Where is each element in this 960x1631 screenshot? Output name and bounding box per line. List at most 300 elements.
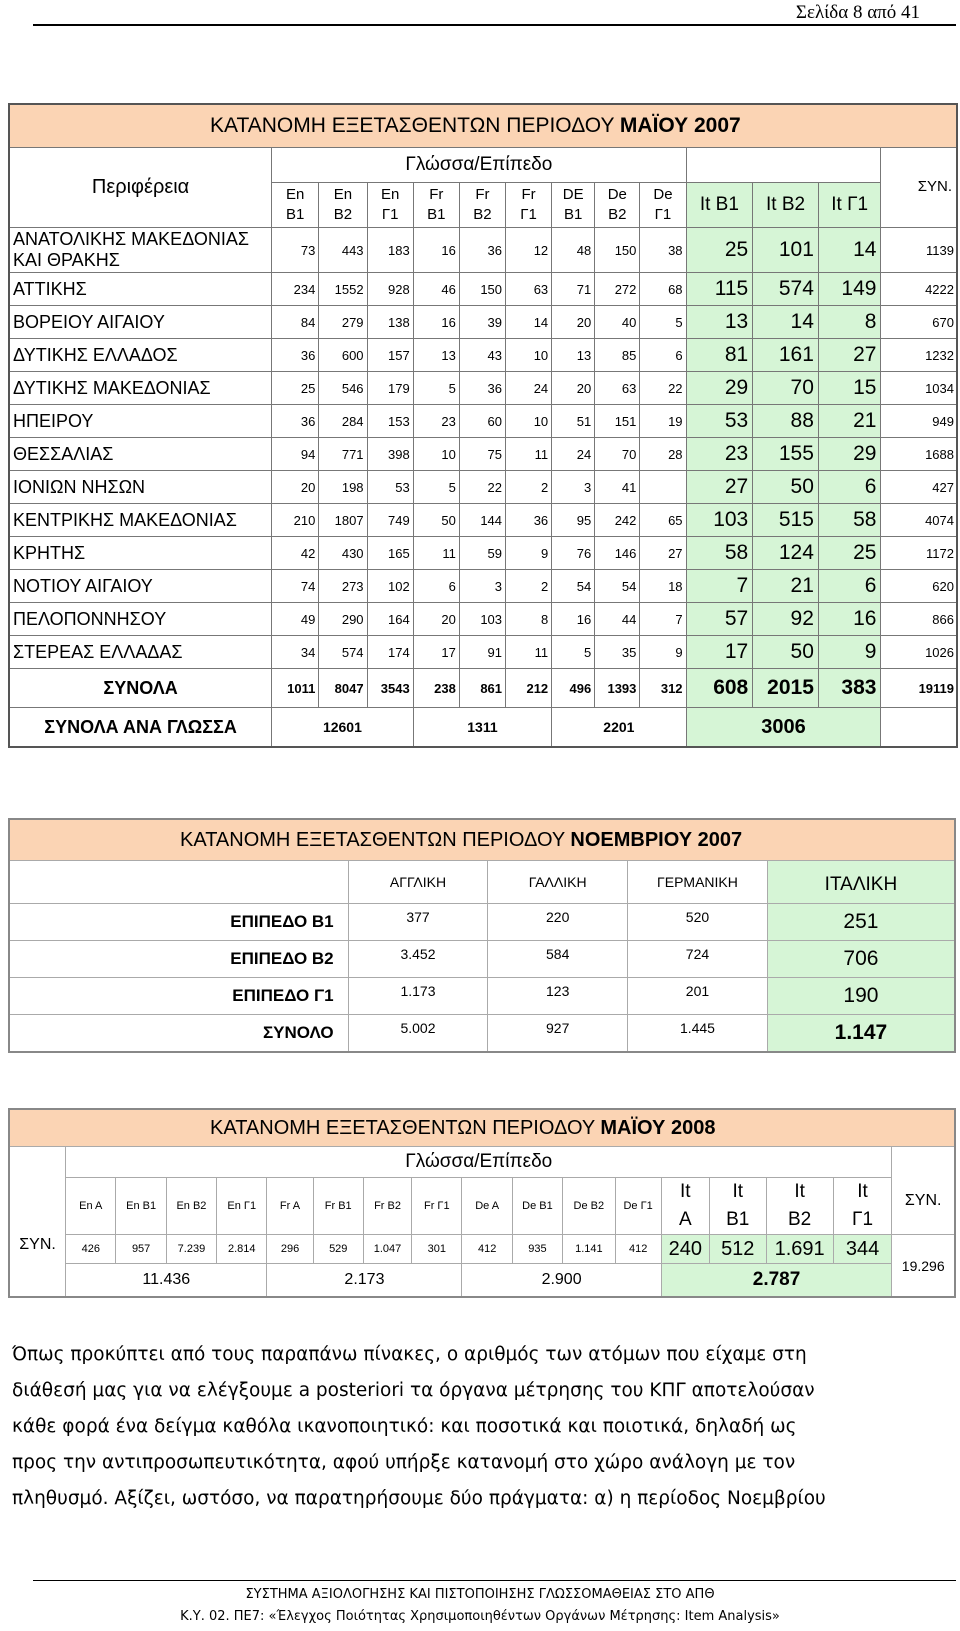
value-cell: 13	[552, 339, 595, 372]
footer-line-2: Κ.Υ. 02. ΠΕ7: «Έλεγχος Ποιότητας Χρησιμοποιηθέντων Οργάνων Μέτρησης: Item Analysis»	[180, 1609, 780, 1624]
value-cell: 63	[506, 273, 552, 306]
value-cell: 24	[506, 372, 552, 405]
value-cell: 65	[640, 504, 686, 537]
value-cell: 54	[595, 570, 640, 603]
value-cell: 574	[319, 636, 367, 669]
column-header: Fr Γ1	[412, 1178, 462, 1235]
en-total: 11.436	[66, 1264, 267, 1298]
column-header: En B2	[166, 1178, 216, 1235]
italian-value-cell: 27	[686, 471, 753, 504]
value-cell: 74	[272, 570, 319, 603]
italian-value-cell: 7	[686, 570, 753, 603]
italian-value-cell: 88	[753, 405, 819, 438]
value-cell: 48	[552, 228, 595, 273]
region-name-line: ΔΥΤΙΚΗΣ ΕΛΛΑΔΟΣ	[13, 344, 178, 365]
italian-value-cell: 161	[753, 339, 819, 372]
italian-value-cell: 53	[686, 405, 753, 438]
italian-value-cell: 1.147	[767, 1015, 955, 1053]
syn-header: ΣΥΝ.	[892, 1147, 955, 1235]
value-cell: 2	[506, 570, 552, 603]
region-name-line: ΚΕΝΤΡΙΚΗΣ ΜΑΚΕΔΟΝΙΑΣ	[13, 509, 237, 530]
paragraph-line: Όπως προκύπτει από τους παραπάνω πίνακες, ο αριθμός των ατόμων που είχαμε στη	[12, 1344, 807, 1365]
value-cell: 296	[267, 1235, 313, 1264]
region-name-line: ΑΝΑΤΟΛΙΚΗΣ ΜΑΚΕΔΟΝΙΑΣ	[13, 229, 249, 249]
value-cell: 957	[116, 1235, 166, 1264]
column-header-lang: Fr	[475, 186, 490, 203]
table-row	[9, 904, 955, 941]
value-cell: 398	[367, 438, 413, 471]
value-cell: 150	[595, 228, 640, 273]
column-header: De Γ1	[615, 1178, 661, 1235]
value-cell: 5	[640, 306, 686, 339]
value-cell: 60	[459, 405, 505, 438]
value-cell: 179	[367, 372, 413, 405]
table-row	[9, 537, 957, 570]
column-header: De A	[462, 1178, 512, 1235]
value-cell: 584	[488, 941, 628, 978]
italian-column-header	[833, 1178, 892, 1235]
value-cell: 165	[367, 537, 413, 570]
italian-value-cell: 81	[686, 339, 753, 372]
value-cell: 301	[412, 1235, 462, 1264]
paragraph-line: διάθεσή μας για να ελέγξουμε a posteriori τα όργανα μέτρησης του ΚΠΓ αποτελούσαν	[12, 1380, 815, 1401]
value-cell: 279	[319, 306, 367, 339]
page-number: Σελίδα 8 από 41	[795, 2, 920, 23]
column-header-lang: De	[607, 186, 627, 203]
value-cell: 412	[615, 1235, 661, 1264]
region-name-line: ΑΤΤΙΚΗΣ	[13, 278, 87, 299]
syn-value-cell: 1139	[881, 228, 957, 273]
column-header-lang: En	[333, 186, 353, 203]
italian-value-cell: 1.691	[766, 1235, 833, 1264]
value-cell: 1.173	[348, 978, 488, 1015]
region-name	[9, 273, 272, 306]
region-name	[9, 471, 272, 504]
value-cell: 35	[595, 636, 640, 669]
italian-total-cell: 608	[686, 669, 753, 708]
value-cell: 377	[348, 904, 488, 941]
italian-value-cell: 50	[753, 471, 819, 504]
region-name-line: ΙΟΝΙΩΝ ΝΗΣΩΝ	[13, 476, 146, 497]
value-cell: 25	[272, 372, 319, 405]
italian-value-cell: 574	[753, 273, 819, 306]
value-cell: 17	[413, 636, 459, 669]
value-cell: 600	[319, 339, 367, 372]
value-cell: 9	[506, 537, 552, 570]
column-header-level: B2	[608, 206, 627, 223]
table-row	[9, 228, 957, 273]
value-cell: 13	[413, 339, 459, 372]
value-cell: 520	[628, 904, 768, 941]
value-cell: 210	[272, 504, 319, 537]
region-name-line: ΒΟΡΕΙΟΥ ΑΙΓΑΙΟΥ	[13, 311, 165, 332]
value-cell: 20	[552, 306, 595, 339]
lang-totals-label: ΣΥΝΟΛΑ ΑΝΑ ΓΛΩΣΣΑ	[9, 708, 272, 748]
column-header	[595, 183, 640, 228]
column-header	[459, 183, 505, 228]
region-name-line: ΚΡΗΤΗΣ	[13, 542, 86, 563]
italian-value-cell: 29	[818, 438, 881, 471]
value-cell: 2.814	[217, 1235, 267, 1264]
column-header-level: Γ1	[852, 1209, 874, 1230]
grand-total-cell: 19119	[881, 669, 957, 708]
value-cell: 7	[640, 603, 686, 636]
syn-value-cell: 1688	[881, 438, 957, 471]
column-header-level: B2	[333, 206, 353, 223]
column-header-level: Γ1	[520, 206, 537, 223]
column-header: De B1	[512, 1178, 562, 1235]
value-cell: 123	[488, 978, 628, 1015]
level-label: ΕΠΙΠΕΔΟ Β1	[9, 904, 348, 941]
column-header	[506, 183, 552, 228]
column-header: En B1	[116, 1178, 166, 1235]
value-cell	[640, 471, 686, 504]
region-name	[9, 228, 272, 273]
value-cell: 84	[272, 306, 319, 339]
region-name-line: ΘΕΣΣΑΛΙΑΣ	[13, 443, 114, 464]
value-cell: 41	[595, 471, 640, 504]
value-cell: 220	[488, 904, 628, 941]
table-may-2007	[8, 103, 958, 748]
table-may-2008	[8, 1108, 956, 1298]
value-cell: 146	[595, 537, 640, 570]
fr-total: 2.173	[267, 1264, 462, 1298]
region-header: Περιφέρεια	[9, 148, 272, 228]
value-cell: 10	[413, 438, 459, 471]
syn-value-cell: 620	[881, 570, 957, 603]
value-cell: 23	[413, 405, 459, 438]
column-header-level: B1	[726, 1209, 750, 1230]
italian-total-cell: 2015	[753, 669, 819, 708]
table2-title: ΚΑΤΑΝΟΜΗ ΕΞΕΤΑΣΘΕΝΤΩΝ ΠΕΡΙΟΔΟΥ ΝΟΕΜΒΡΙΟΥ 2007	[9, 819, 955, 861]
italian-value-cell: 58	[818, 504, 881, 537]
value-cell: 935	[512, 1235, 562, 1264]
column-header-level: B1	[286, 206, 305, 223]
column-header	[413, 183, 459, 228]
value-cell: 150	[459, 273, 505, 306]
body-paragraph	[12, 1337, 957, 1517]
italian-value-cell: 9	[818, 636, 881, 669]
table-row	[9, 603, 957, 636]
region-name	[9, 405, 272, 438]
header-rule	[33, 24, 956, 26]
column-header-lang: En	[380, 186, 400, 203]
de-total: 2201	[552, 708, 686, 748]
italian-value-cell: 115	[686, 273, 753, 306]
value-cell: 2	[506, 471, 552, 504]
language-level-header: Γλώσσα/Επίπεδο	[272, 148, 686, 183]
italian-value-cell: 27	[818, 339, 881, 372]
italian-value-cell: 21	[818, 405, 881, 438]
value-cell: 73	[272, 228, 319, 273]
table-row	[9, 405, 957, 438]
column-header	[367, 183, 413, 228]
it-total: 3006	[686, 708, 881, 748]
value-cell: 20	[413, 603, 459, 636]
table-row	[9, 504, 957, 537]
value-cell: 174	[367, 636, 413, 669]
value-cell: 290	[319, 603, 367, 636]
value-cell: 11	[413, 537, 459, 570]
italian-column-header	[766, 1178, 833, 1235]
value-cell: 11	[506, 636, 552, 669]
column-header-lang: It	[732, 1181, 744, 1202]
value-cell: 14	[506, 306, 552, 339]
value-cell: 16	[552, 603, 595, 636]
italian-value-cell: 14	[753, 306, 819, 339]
lang-italian: ΙΤΑΛΙΚΗ	[767, 861, 955, 904]
region-name-line: ΚΑΙ ΘΡΑΚΗΣ	[13, 250, 120, 270]
value-cell: 1.445	[628, 1015, 768, 1053]
en-total: 12601	[272, 708, 414, 748]
value-cell: 70	[595, 438, 640, 471]
value-cell: 426	[66, 1235, 116, 1264]
value-cell: 430	[319, 537, 367, 570]
level-label: ΕΠΙΠΕΔΟ Β2	[9, 941, 348, 978]
totals-label: ΣΥΝΟΛΑ	[9, 669, 272, 708]
italian-value-cell: 23	[686, 438, 753, 471]
value-cell: 68	[640, 273, 686, 306]
syn-row-label: ΣΥΝ.	[9, 1147, 66, 1298]
region-name-line: ΝΟΤΙΟΥ ΑΙΓΑΙΟΥ	[13, 575, 153, 596]
value-cell: 42	[272, 537, 319, 570]
value-cell: 242	[595, 504, 640, 537]
column-header-lang: It	[857, 1181, 868, 1202]
value-cell: 19	[640, 405, 686, 438]
value-cell: 928	[367, 273, 413, 306]
italian-value-cell: 103	[686, 504, 753, 537]
total-cell: 496	[552, 669, 595, 708]
column-header	[552, 183, 595, 228]
total-cell: 861	[459, 669, 505, 708]
value-cell: 724	[628, 941, 768, 978]
italian-value-cell: 21	[753, 570, 819, 603]
value-cell: 11	[506, 438, 552, 471]
italian-value-cell: 344	[833, 1235, 892, 1264]
lang-german: ΓΕΡΜΑΝΙΚΗ	[628, 861, 768, 904]
value-cell: 49	[272, 603, 319, 636]
region-name	[9, 438, 272, 471]
region-name-line: ΗΠΕΙΡΟΥ	[13, 410, 94, 431]
column-header-level: B1	[564, 206, 583, 223]
italian-value-cell: 29	[686, 372, 753, 405]
syn-value-cell: 1232	[881, 339, 957, 372]
italian-value-cell: 70	[753, 372, 819, 405]
value-cell: 95	[552, 504, 595, 537]
value-cell: 1807	[319, 504, 367, 537]
value-cell: 94	[272, 438, 319, 471]
column-header-lang: Fr	[429, 186, 444, 203]
value-cell: 22	[459, 471, 505, 504]
italian-value-cell: 706	[767, 941, 955, 978]
value-cell: 103	[459, 603, 505, 636]
italian-column-header: It B2	[753, 183, 819, 228]
italian-value-cell: 155	[753, 438, 819, 471]
level-label: ΕΠΙΠΕΔΟ Γ1	[9, 978, 348, 1015]
value-cell: 529	[313, 1235, 363, 1264]
value-cell: 16	[413, 306, 459, 339]
total-cell: 312	[640, 669, 686, 708]
value-cell: 151	[595, 405, 640, 438]
column-header-level: B1	[427, 206, 446, 223]
italian-value-cell: 515	[753, 504, 819, 537]
value-cell: 18	[640, 570, 686, 603]
empty-cell	[9, 861, 348, 904]
footer-rule	[33, 1580, 956, 1581]
region-name	[9, 339, 272, 372]
table-row	[9, 636, 957, 669]
region-name	[9, 537, 272, 570]
table-row	[9, 438, 957, 471]
region-name	[9, 372, 272, 405]
italian-value-cell: 25	[686, 228, 753, 273]
value-cell: 5	[413, 372, 459, 405]
column-header-lang: Fr	[521, 186, 536, 203]
value-cell: 546	[319, 372, 367, 405]
region-name-line: ΠΕΛΟΠΟΝΝΗΣΟΥ	[13, 608, 167, 629]
italian-value-cell: 15	[818, 372, 881, 405]
value-cell: 22	[640, 372, 686, 405]
italian-header-blank	[686, 148, 881, 183]
value-cell: 273	[319, 570, 367, 603]
syn-value-cell: 1034	[881, 372, 957, 405]
value-cell: 102	[367, 570, 413, 603]
value-cell: 5	[413, 471, 459, 504]
column-header-lang: It	[794, 1181, 805, 1202]
value-cell: 59	[459, 537, 505, 570]
value-cell: 16	[413, 228, 459, 273]
column-header-lang: It	[680, 1181, 691, 1202]
value-cell: 153	[367, 405, 413, 438]
italian-value-cell: 92	[753, 603, 819, 636]
table-row	[9, 273, 957, 306]
italian-value-cell: 6	[818, 471, 881, 504]
column-header-level: B2	[473, 206, 492, 223]
value-cell: 5	[552, 636, 595, 669]
region-name	[9, 570, 272, 603]
value-cell: 40	[595, 306, 640, 339]
value-cell: 38	[640, 228, 686, 273]
column-header-lang: DE	[562, 186, 584, 203]
total-cell: 212	[506, 669, 552, 708]
value-cell: 50	[413, 504, 459, 537]
footer-line-1: ΣΥΣΤΗΜΑ ΑΞΙΟΛΟΓΗΣΗΣ ΚΑΙ ΠΙΣΤΟΠΟΙΗΣΗΣ ΓΛΩΣΣΟΜΑΘΕΙΑΣ ΣΤΟ ΑΠΘ	[245, 1587, 715, 1602]
value-cell: 75	[459, 438, 505, 471]
italian-column-header	[709, 1178, 766, 1235]
syn-value-cell: 4222	[881, 273, 957, 306]
italian-column-header: It B1	[686, 183, 753, 228]
column-header-level: B2	[787, 1209, 812, 1230]
value-cell: 201	[628, 978, 768, 1015]
value-cell: 20	[552, 372, 595, 405]
value-cell: 9	[640, 636, 686, 669]
total-cell: 1393	[595, 669, 640, 708]
value-cell: 6	[640, 339, 686, 372]
italian-value-cell: 512	[709, 1235, 766, 1264]
value-cell: 53	[367, 471, 413, 504]
value-cell: 284	[319, 405, 367, 438]
value-cell: 927	[488, 1015, 628, 1053]
paragraph-line: κάθε φορά ένα δείγμα καθόλα ικανοποιητικό: και ποσοτικά και ποιοτικά, δηλαδή ως	[12, 1416, 797, 1437]
italian-value-cell: 240	[661, 1235, 709, 1264]
value-cell: 36	[459, 228, 505, 273]
value-cell: 157	[367, 339, 413, 372]
italian-total-cell: 383	[818, 669, 881, 708]
italian-value-cell: 149	[818, 273, 881, 306]
total-cell: 3543	[367, 669, 413, 708]
region-name-line: ΔΥΤΙΚΗΣ ΜΑΚΕΔΟΝΙΑΣ	[13, 377, 211, 398]
value-cell: 63	[595, 372, 640, 405]
value-cell: 3	[552, 471, 595, 504]
syn-value-cell: 427	[881, 471, 957, 504]
italian-value-cell: 58	[686, 537, 753, 570]
italian-value-cell: 50	[753, 636, 819, 669]
italian-value-cell: 13	[686, 306, 753, 339]
value-cell: 1.047	[363, 1235, 411, 1264]
table-november-2007	[8, 818, 956, 1053]
value-cell: 5.002	[348, 1015, 488, 1053]
value-cell: 43	[459, 339, 505, 372]
italian-value-cell: 8	[818, 306, 881, 339]
it-total: 2.787	[661, 1264, 892, 1298]
value-cell: 138	[367, 306, 413, 339]
total-cell: 238	[413, 669, 459, 708]
region-name	[9, 603, 272, 636]
value-cell: 76	[552, 537, 595, 570]
empty-cell	[881, 708, 957, 748]
value-cell: 20	[272, 471, 319, 504]
value-cell: 8	[506, 603, 552, 636]
value-cell: 12	[506, 228, 552, 273]
value-cell: 144	[459, 504, 505, 537]
table1-title: ΚΑΤΑΝΟΜΗ ΕΞΕΤΑΣΘΕΝΤΩΝ ΠΕΡΙΟΔΟΥ ΜΑΪΟΥ 2007	[9, 104, 957, 148]
italian-value-cell: 101	[753, 228, 819, 273]
value-cell: 198	[319, 471, 367, 504]
italian-value-cell: 251	[767, 904, 955, 941]
value-cell: 36	[459, 372, 505, 405]
syn-header: ΣΥΝ.	[881, 148, 957, 228]
italian-value-cell: 6	[818, 570, 881, 603]
italian-value-cell: 14	[818, 228, 881, 273]
value-cell: 6	[413, 570, 459, 603]
italian-value-cell: 190	[767, 978, 955, 1015]
value-cell: 36	[272, 405, 319, 438]
value-cell: 27	[640, 537, 686, 570]
column-header: De B2	[563, 1178, 615, 1235]
column-header	[272, 183, 319, 228]
value-cell: 71	[552, 273, 595, 306]
table-row	[9, 941, 955, 978]
total-cell: 8047	[319, 669, 367, 708]
column-header-lang: En	[286, 186, 305, 203]
italian-value-cell: 124	[753, 537, 819, 570]
column-header-level: A	[678, 1209, 692, 1230]
region-name	[9, 306, 272, 339]
total-cell: 1011	[272, 669, 319, 708]
value-cell: 749	[367, 504, 413, 537]
value-cell: 1552	[319, 273, 367, 306]
column-header-level: Γ1	[654, 206, 672, 223]
syn-value-cell: 19.296	[892, 1235, 955, 1298]
italian-column-header	[661, 1178, 709, 1235]
paragraph-line: πληθυσμό. Αξίζει, ωστόσο, να παρατηρήσουμε δύο πράγματα: α) η περίοδος Νοεμβρίου	[12, 1488, 826, 1509]
italian-value-cell: 25	[818, 537, 881, 570]
lang-english: ΑΓΓΛΙΚΗ	[348, 861, 488, 904]
region-name-line: ΣΤΕΡΕΑΣ ΕΛΛΑΔΑΣ	[13, 641, 183, 662]
value-cell: 272	[595, 273, 640, 306]
syn-value-cell: 949	[881, 405, 957, 438]
value-cell: 10	[506, 339, 552, 372]
